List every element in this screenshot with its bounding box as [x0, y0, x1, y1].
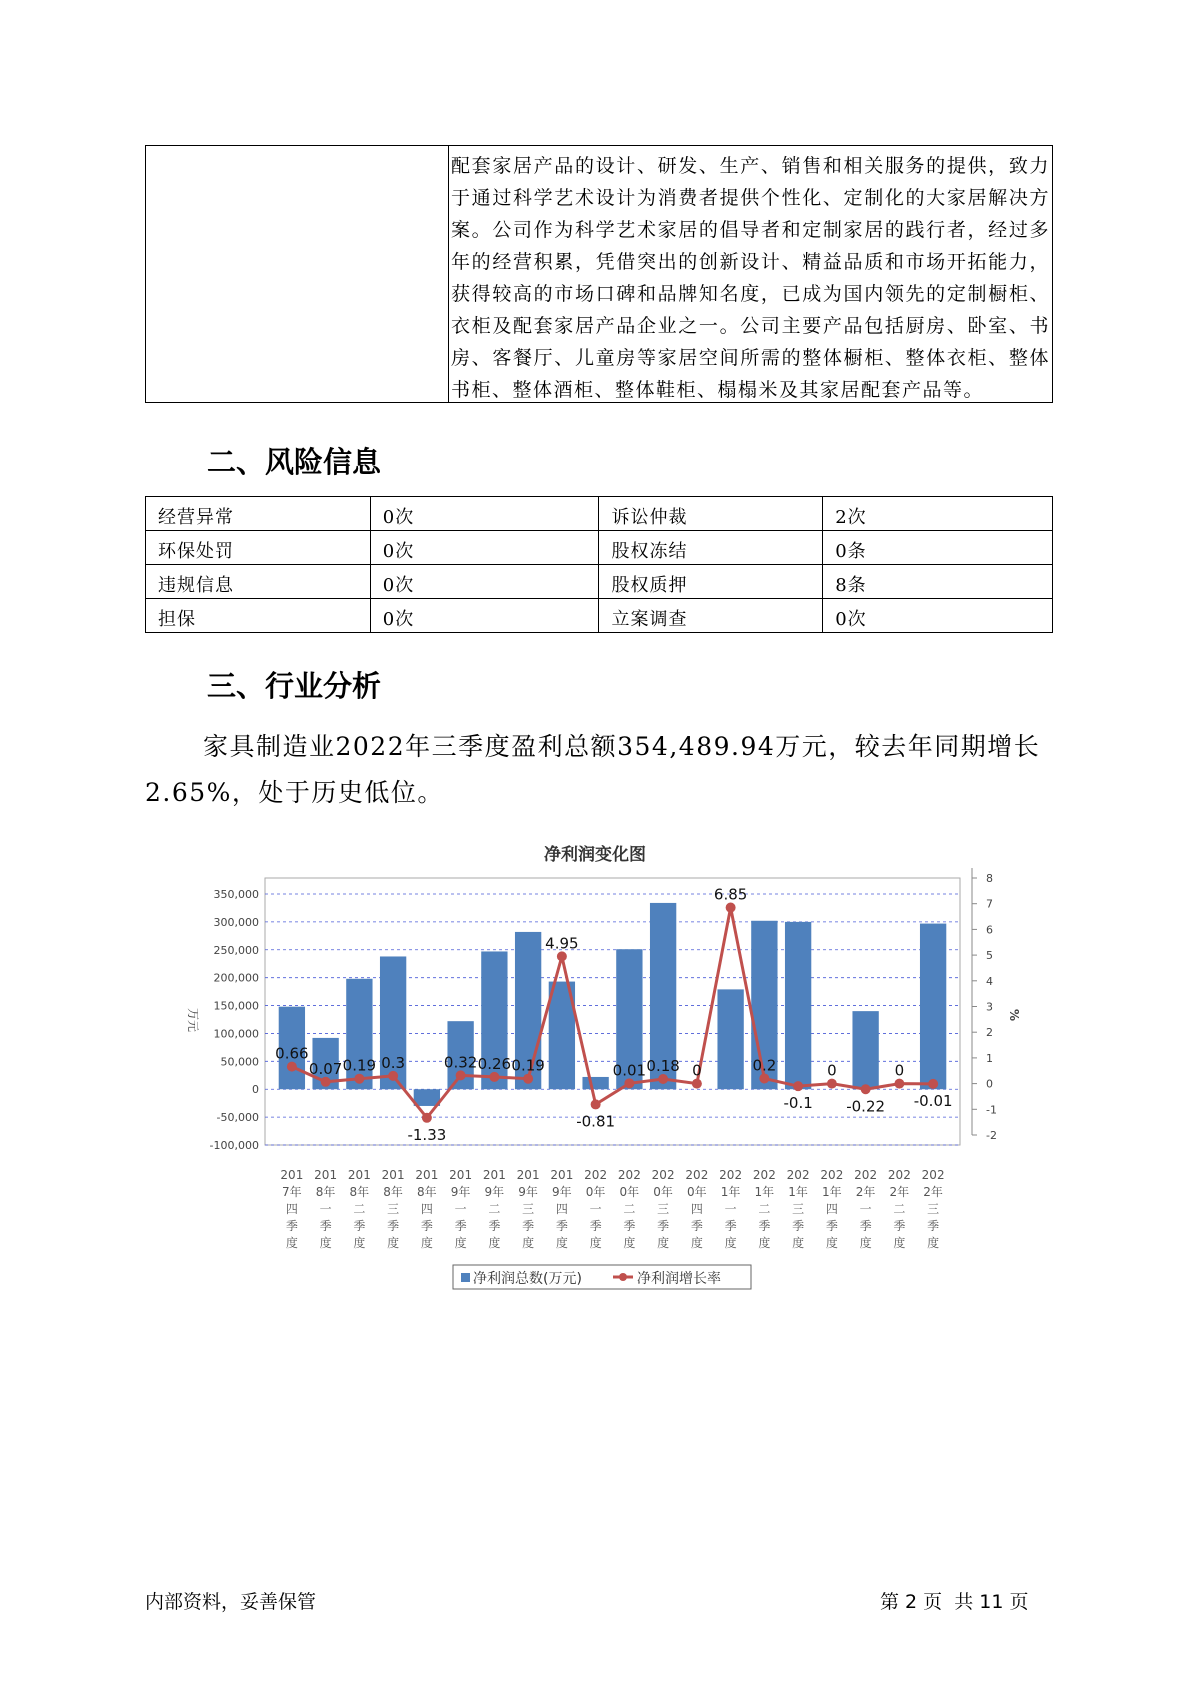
x-tick-label: 201 — [482, 1168, 506, 1182]
data-label: 0.01 — [612, 1061, 647, 1080]
x-tick-label: 202 — [584, 1168, 608, 1182]
y-tick-label: 300,000 — [213, 915, 259, 929]
x-tick-label: 度 — [353, 1236, 366, 1250]
y-tick-label: -100,000 — [209, 1139, 259, 1152]
growth-point — [692, 1079, 702, 1089]
company-intro-table — [145, 145, 1053, 403]
data-label: 0 — [692, 1061, 702, 1080]
x-tick-label: 一 — [859, 1202, 872, 1216]
x-tick-label: 1年 — [754, 1185, 775, 1199]
risk-table — [145, 496, 1053, 633]
x-tick-label: 季 — [927, 1219, 940, 1233]
data-label: 0.18 — [646, 1056, 680, 1075]
x-tick-label: 季 — [319, 1219, 332, 1233]
x-tick-label: 2年 — [889, 1185, 910, 1199]
x-tick-label: 一 — [319, 1202, 332, 1216]
bar — [785, 922, 811, 1089]
x-tick-label: 2年 — [855, 1185, 876, 1199]
x-tick-label: 201 — [381, 1168, 405, 1182]
y2-tick-label: 6 — [986, 923, 993, 937]
x-tick-label: 一 — [589, 1202, 602, 1216]
growth-point — [759, 1073, 769, 1083]
y-tick-label: 0 — [252, 1083, 259, 1097]
x-tick-label: 201 — [550, 1168, 574, 1182]
x-tick-label: 三 — [927, 1202, 940, 1216]
bar — [920, 924, 946, 1090]
x-tick-label: 四 — [555, 1202, 568, 1216]
x-tick-label: 二 — [893, 1202, 906, 1216]
data-label: 0 — [894, 1061, 905, 1080]
legend-swatch-point — [619, 1273, 627, 1281]
risk-value: 0次 — [823, 599, 1053, 633]
risk-label: 担保 — [146, 599, 371, 633]
growth-point — [456, 1070, 466, 1080]
legend-swatch-bar — [461, 1273, 470, 1282]
bar — [414, 1089, 440, 1106]
data-label: 6.85 — [713, 885, 748, 904]
risk-value: 0条 — [823, 531, 1053, 565]
x-tick-label: 202 — [719, 1168, 743, 1182]
x-tick-label: 201 — [449, 1168, 473, 1182]
x-tick-label: 度 — [859, 1236, 872, 1250]
x-tick-label: 四 — [690, 1202, 703, 1216]
x-tick-label: 202 — [820, 1168, 844, 1182]
footer-note: 内部资料，妥善保管 — [145, 1591, 317, 1613]
x-tick-label: 1年 — [720, 1185, 741, 1199]
growth-point — [354, 1074, 364, 1084]
x-tick-label: 201 — [314, 1168, 338, 1182]
growth-point — [287, 1062, 297, 1072]
y-tick-label: 150,000 — [213, 999, 259, 1013]
industry-paragraph: 家具制造业2022年三季度盈利总额354,489.94万元，较去年同期增长2.65%，处于历史低位。 — [145, 732, 1041, 807]
x-tick-label: 度 — [285, 1236, 298, 1250]
risk-row — [146, 565, 1053, 599]
x-tick-label: 201 — [280, 1168, 304, 1182]
x-tick-label: 度 — [387, 1236, 400, 1250]
x-tick-label: 2年 — [923, 1185, 943, 1199]
x-tick-label: 季 — [623, 1219, 636, 1233]
x-tick-label: 季 — [488, 1219, 501, 1233]
x-tick-label: 季 — [420, 1219, 433, 1233]
growth-point — [489, 1072, 499, 1082]
x-tick-label: 202 — [651, 1168, 675, 1182]
risk-value: 8条 — [823, 565, 1053, 599]
bar — [717, 989, 743, 1089]
y2-tick-label: 2 — [986, 1026, 993, 1040]
x-tick-label: 季 — [454, 1219, 467, 1233]
y-tick-label: 50,000 — [220, 1055, 259, 1069]
y2-tick-label: -1 — [986, 1103, 997, 1117]
x-tick-label: 度 — [690, 1236, 703, 1250]
x-tick-label: 三 — [522, 1202, 535, 1216]
y-tick-label: 350,000 — [213, 888, 259, 901]
data-label: 0.19 — [511, 1056, 545, 1075]
x-tick-label: 二 — [488, 1202, 501, 1216]
y2-tick-label: -2 — [986, 1129, 997, 1142]
y-tick-label: 100,000 — [213, 1027, 259, 1041]
x-tick-label: 季 — [724, 1219, 737, 1233]
x-tick-label: 9年 — [450, 1185, 471, 1199]
risk-row — [146, 497, 1053, 531]
growth-point — [624, 1078, 634, 1088]
x-tick-label: 9年 — [552, 1185, 572, 1199]
y-tick-label: 200,000 — [213, 971, 259, 985]
x-tick-label: 三 — [387, 1202, 400, 1216]
risk-label: 诉讼仲裁 — [599, 497, 823, 531]
risk-row — [146, 531, 1053, 565]
y2-tick-label: 0 — [986, 1077, 993, 1091]
growth-point — [726, 903, 736, 913]
growth-point — [422, 1113, 432, 1123]
risk-section-title: 二、风险信息 — [207, 445, 382, 479]
risk-label: 股权冻结 — [599, 531, 823, 565]
x-tick-label: 202 — [854, 1168, 878, 1182]
x-tick-label: 三 — [792, 1202, 805, 1216]
y2-axis-label: % — [1007, 1008, 1021, 1022]
data-label: -1.33 — [407, 1125, 447, 1144]
x-tick-label: 度 — [488, 1236, 501, 1250]
risk-value: 0次 — [370, 497, 599, 531]
x-tick-label: 季 — [792, 1219, 805, 1233]
data-label: 0.2 — [752, 1056, 777, 1075]
y-axis-label: 万元 — [186, 1007, 200, 1033]
bar — [582, 1077, 608, 1089]
x-tick-label: 0年 — [585, 1185, 606, 1199]
x-tick-label: 7年 — [282, 1185, 302, 1199]
x-tick-label: 度 — [927, 1236, 940, 1250]
net-profit-chart — [175, 840, 1021, 1300]
data-label: 0.32 — [443, 1053, 478, 1072]
x-tick-label: 季 — [758, 1219, 771, 1233]
risk-label: 环保处罚 — [146, 531, 371, 565]
x-tick-label: 202 — [685, 1168, 709, 1182]
x-tick-label: 四 — [420, 1202, 433, 1216]
risk-value: 2次 — [823, 497, 1053, 531]
x-tick-label: 季 — [690, 1219, 703, 1233]
x-tick-label: 季 — [859, 1219, 872, 1233]
x-tick-label: 度 — [893, 1236, 906, 1250]
risk-label: 经营异常 — [146, 497, 371, 531]
industry-section-title: 三、行业分析 — [207, 669, 382, 703]
x-tick-label: 度 — [758, 1236, 771, 1250]
risk-label: 违规信息 — [146, 565, 371, 599]
x-tick-label: 季 — [657, 1219, 670, 1233]
data-label: -0.01 — [913, 1091, 953, 1110]
x-tick-label: 度 — [589, 1236, 602, 1250]
risk-value: 0次 — [370, 531, 599, 565]
x-tick-label: 202 — [786, 1168, 810, 1182]
x-tick-label: 季 — [353, 1219, 366, 1233]
x-tick-label: 201 — [347, 1168, 371, 1182]
x-tick-label: 202 — [752, 1168, 776, 1182]
x-tick-label: 季 — [589, 1219, 602, 1233]
growth-point — [861, 1084, 871, 1094]
y-tick-label: -50,000 — [216, 1111, 259, 1125]
data-label: -0.1 — [783, 1094, 813, 1113]
x-tick-label: 1年 — [788, 1185, 808, 1199]
x-tick-label: 9年 — [484, 1185, 505, 1199]
growth-point — [658, 1074, 668, 1084]
legend-label: 净利润增长率 — [637, 1271, 721, 1287]
x-tick-label: 9年 — [518, 1185, 538, 1199]
x-tick-label: 度 — [454, 1236, 467, 1250]
growth-point — [928, 1079, 938, 1089]
data-label: -0.22 — [846, 1097, 886, 1116]
bar — [852, 1011, 878, 1089]
growth-point — [591, 1099, 601, 1109]
x-tick-label: 度 — [657, 1236, 670, 1250]
x-tick-label: 二 — [353, 1202, 366, 1216]
risk-label: 立案调查 — [599, 599, 823, 633]
y2-tick-label: 8 — [986, 872, 993, 885]
x-tick-label: 季 — [893, 1219, 906, 1233]
x-tick-label: 1年 — [822, 1185, 842, 1199]
risk-label: 股权质押 — [599, 565, 823, 599]
y2-tick-label: 5 — [986, 949, 993, 963]
risk-value: 0次 — [370, 599, 599, 633]
page-number: 第 2 页 共 11 页 — [880, 1591, 1029, 1613]
x-tick-label: 度 — [623, 1236, 636, 1250]
x-tick-label: 季 — [825, 1219, 838, 1233]
growth-point — [523, 1074, 533, 1084]
growth-point — [827, 1079, 837, 1089]
risk-value: 0次 — [370, 565, 599, 599]
x-tick-label: 度 — [792, 1236, 805, 1250]
legend-label: 净利润总数(万元) — [473, 1271, 582, 1287]
y2-tick-label: 1 — [986, 1051, 993, 1065]
data-label: 0.26 — [477, 1054, 512, 1073]
data-label: 0.3 — [381, 1053, 406, 1072]
x-tick-label: 0年 — [653, 1185, 673, 1199]
growth-point — [388, 1071, 398, 1081]
data-label: 0 — [827, 1061, 837, 1080]
data-label: 4.95 — [545, 934, 579, 953]
x-tick-label: 季 — [285, 1219, 298, 1233]
x-tick-label: 季 — [555, 1219, 568, 1233]
x-tick-label: 四 — [825, 1202, 838, 1216]
x-tick-label: 季 — [522, 1219, 535, 1233]
growth-point — [557, 951, 567, 961]
data-label: 0.07 — [308, 1059, 343, 1078]
x-tick-label: 一 — [454, 1202, 467, 1216]
y2-tick-label: 3 — [986, 1000, 993, 1014]
x-tick-label: 季 — [387, 1219, 400, 1233]
y-tick-label: 250,000 — [213, 943, 259, 957]
x-tick-label: 二 — [623, 1202, 636, 1216]
x-tick-label: 8年 — [383, 1185, 403, 1199]
data-label: 0.19 — [342, 1056, 377, 1075]
x-tick-label: 201 — [415, 1168, 439, 1182]
x-tick-label: 一 — [724, 1202, 737, 1216]
company-description: 配套家居产品的设计、研发、生产、销售和相关服务的提供，致力于通过科学艺术设计为消费者提供个性化、定制化的大家居解决方案。公司作为科学艺术家居的倡导者和定制家居的践行者，经过多年的经营积累，凭借突出的创新设计、精益品质和市场开拓能力，获得较高的市场口碑和品牌知名度，已成为国内领先的定制橱柜、衣柜及配套家居产品企业之一。公司主要产品包括厨房、卧室、书房、客餐厅、儿童房等家居空间所需的整体橱柜、整体衣柜、整体书柜、整体酒柜、整体鞋柜、榻榻米及其家居配套产品等。 — [451, 155, 1050, 401]
x-tick-label: 度 — [555, 1236, 568, 1250]
x-tick-label: 度 — [522, 1236, 535, 1250]
intro-label-cell — [146, 146, 449, 402]
data-label: 0.66 — [275, 1044, 309, 1063]
x-tick-label: 8年 — [349, 1185, 370, 1199]
growth-point — [894, 1079, 904, 1089]
growth-point — [793, 1081, 803, 1091]
x-tick-label: 0年 — [687, 1185, 707, 1199]
x-tick-label: 202 — [921, 1168, 945, 1182]
x-tick-label: 8年 — [315, 1185, 336, 1199]
x-tick-label: 度 — [825, 1236, 838, 1250]
chart-title: 净利润变化图 — [544, 845, 646, 865]
data-label: -0.81 — [576, 1112, 616, 1131]
x-tick-label: 四 — [285, 1202, 298, 1216]
x-tick-label: 0年 — [619, 1185, 640, 1199]
x-tick-label: 202 — [887, 1168, 911, 1182]
x-tick-label: 三 — [657, 1202, 670, 1216]
x-tick-label: 度 — [724, 1236, 737, 1250]
x-tick-label: 202 — [617, 1168, 641, 1182]
x-tick-label: 201 — [516, 1168, 540, 1182]
x-tick-label: 度 — [319, 1236, 332, 1250]
x-tick-label: 度 — [420, 1236, 433, 1250]
growth-point — [321, 1077, 331, 1087]
y2-tick-label: 4 — [986, 974, 993, 988]
x-tick-label: 二 — [758, 1202, 771, 1216]
y2-tick-label: 7 — [986, 897, 993, 911]
x-tick-label: 8年 — [417, 1185, 437, 1199]
risk-row — [146, 599, 1053, 633]
